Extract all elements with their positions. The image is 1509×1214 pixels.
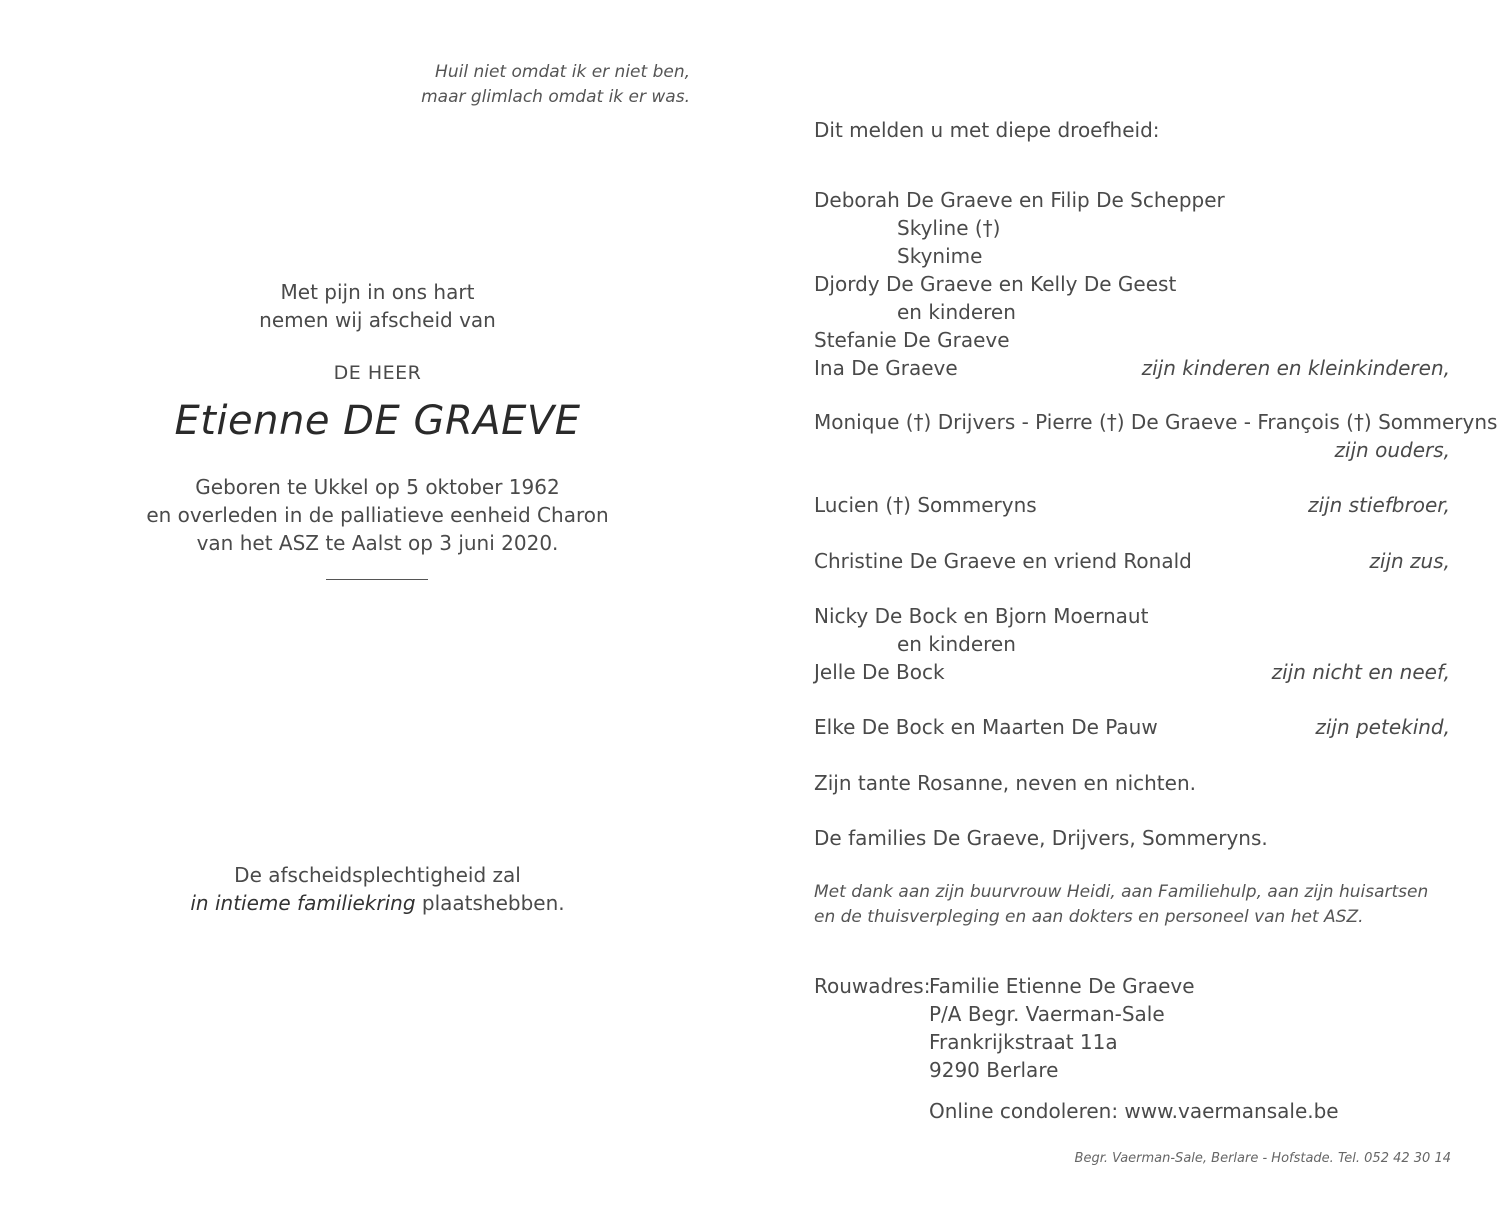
family-row: Nicky De Bock en Bjorn Moernaut xyxy=(814,604,1149,628)
relation-label: zijn nicht en neef, xyxy=(1271,660,1450,684)
service-line-1: De afscheidsplechtigheid zal xyxy=(234,863,521,887)
service-info xyxy=(130,861,625,917)
funeral-home-footer: Begr. Vaerman-Sale, Berlare - Hofstade. Tel. 052 42 30 14 xyxy=(1074,1151,1451,1166)
family-name: Jelle De Bock xyxy=(814,660,945,684)
epigraph xyxy=(380,60,690,110)
family-row xyxy=(814,491,1450,519)
family-row: Stefanie De Graeve xyxy=(814,328,1010,352)
address-line-4: 9290 Berlare xyxy=(929,1058,1059,1082)
intro-line-1: Met pijn in ons hart xyxy=(280,280,475,304)
relation-label: zijn kinderen en kleinkinderen, xyxy=(1141,356,1450,380)
family-name: Christine De Graeve en vriend Ronald xyxy=(814,549,1192,573)
family-row: en kinderen xyxy=(897,300,1016,324)
birth-death-info xyxy=(130,473,625,557)
deceased-name: Etienne DE GRAEVE xyxy=(174,398,581,444)
family-families: De families De Graeve, Drijvers, Sommeryns. xyxy=(814,826,1268,850)
thanks-note xyxy=(814,880,1454,930)
intro-line-2: nemen wij afscheid van xyxy=(259,308,496,332)
intro-text xyxy=(130,278,625,334)
family-row xyxy=(814,436,1450,464)
honorific: DE HEER xyxy=(333,362,422,384)
family-group-cousins xyxy=(814,602,1450,686)
address-line-3: Frankrijkstraat 11a xyxy=(929,1030,1118,1054)
service-italic: in intieme familiekring xyxy=(190,891,416,915)
address-line-2: P/A Begr. Vaerman-Sale xyxy=(929,1002,1165,1026)
online-condolence: Online condoleren: www.vaermansale.be xyxy=(929,1099,1339,1123)
family-row: Deborah De Graeve en Filip De Schepper xyxy=(814,188,1225,212)
announcement: Dit melden u met diepe droefheid: xyxy=(814,118,1160,142)
epigraph-line-2: maar glimlach omdat ik er was. xyxy=(421,87,690,107)
thanks-line-2: en de thuisverpleging en aan dokters en personeel van het ASZ. xyxy=(814,907,1364,927)
epigraph-line-1: Huil niet omdat ik er niet ben, xyxy=(435,62,690,82)
relation-label: zijn ouders, xyxy=(1334,438,1450,462)
family-row: Monique (†) Drijvers - Pierre (†) De Graeve - François (†) Sommeryns xyxy=(814,410,1498,434)
family-row xyxy=(814,658,1450,686)
family-name: Elke De Bock en Maarten De Pauw xyxy=(814,715,1158,739)
relation-label: zijn petekind, xyxy=(1315,715,1450,739)
born-line-1: Geboren te Ukkel op 5 oktober 1962 xyxy=(195,475,560,499)
family-row xyxy=(814,713,1450,741)
born-line-2: en overleden in de palliatieve eenheid Charon xyxy=(146,503,609,527)
divider xyxy=(326,579,428,580)
family-name: Lucien (†) Sommeryns xyxy=(814,493,1037,517)
relation-label: zijn stiefbroer, xyxy=(1307,493,1450,517)
family-group-parents xyxy=(814,408,1498,464)
address-label: Rouwadres: xyxy=(814,974,931,998)
family-row: Skynime xyxy=(897,244,983,268)
family-group-sister xyxy=(814,547,1450,575)
born-line-3: van het ASZ te Aalst op 3 juni 2020. xyxy=(196,531,559,555)
family-row xyxy=(814,354,1450,382)
family-name: Ina De Graeve xyxy=(814,356,958,380)
family-row: Skyline (†) xyxy=(897,216,1001,240)
family-row: en kinderen xyxy=(897,632,1016,656)
address-line-1: Familie Etienne De Graeve xyxy=(929,974,1195,998)
relation-label: zijn zus, xyxy=(1369,549,1450,573)
thanks-line-1: Met dank aan zijn buurvrouw Heidi, aan Familiehulp, aan zijn huisartsen xyxy=(814,882,1429,902)
family-group-stepbrother xyxy=(814,491,1450,519)
service-rest: plaatshebben. xyxy=(415,891,565,915)
family-row: Djordy De Graeve en Kelly De Geest xyxy=(814,272,1177,296)
family-group-children xyxy=(814,186,1450,382)
family-row xyxy=(814,547,1450,575)
service-line-2 xyxy=(130,889,625,917)
family-aunt: Zijn tante Rosanne, neven en nichten. xyxy=(814,771,1196,795)
family-group-godchild xyxy=(814,713,1450,741)
